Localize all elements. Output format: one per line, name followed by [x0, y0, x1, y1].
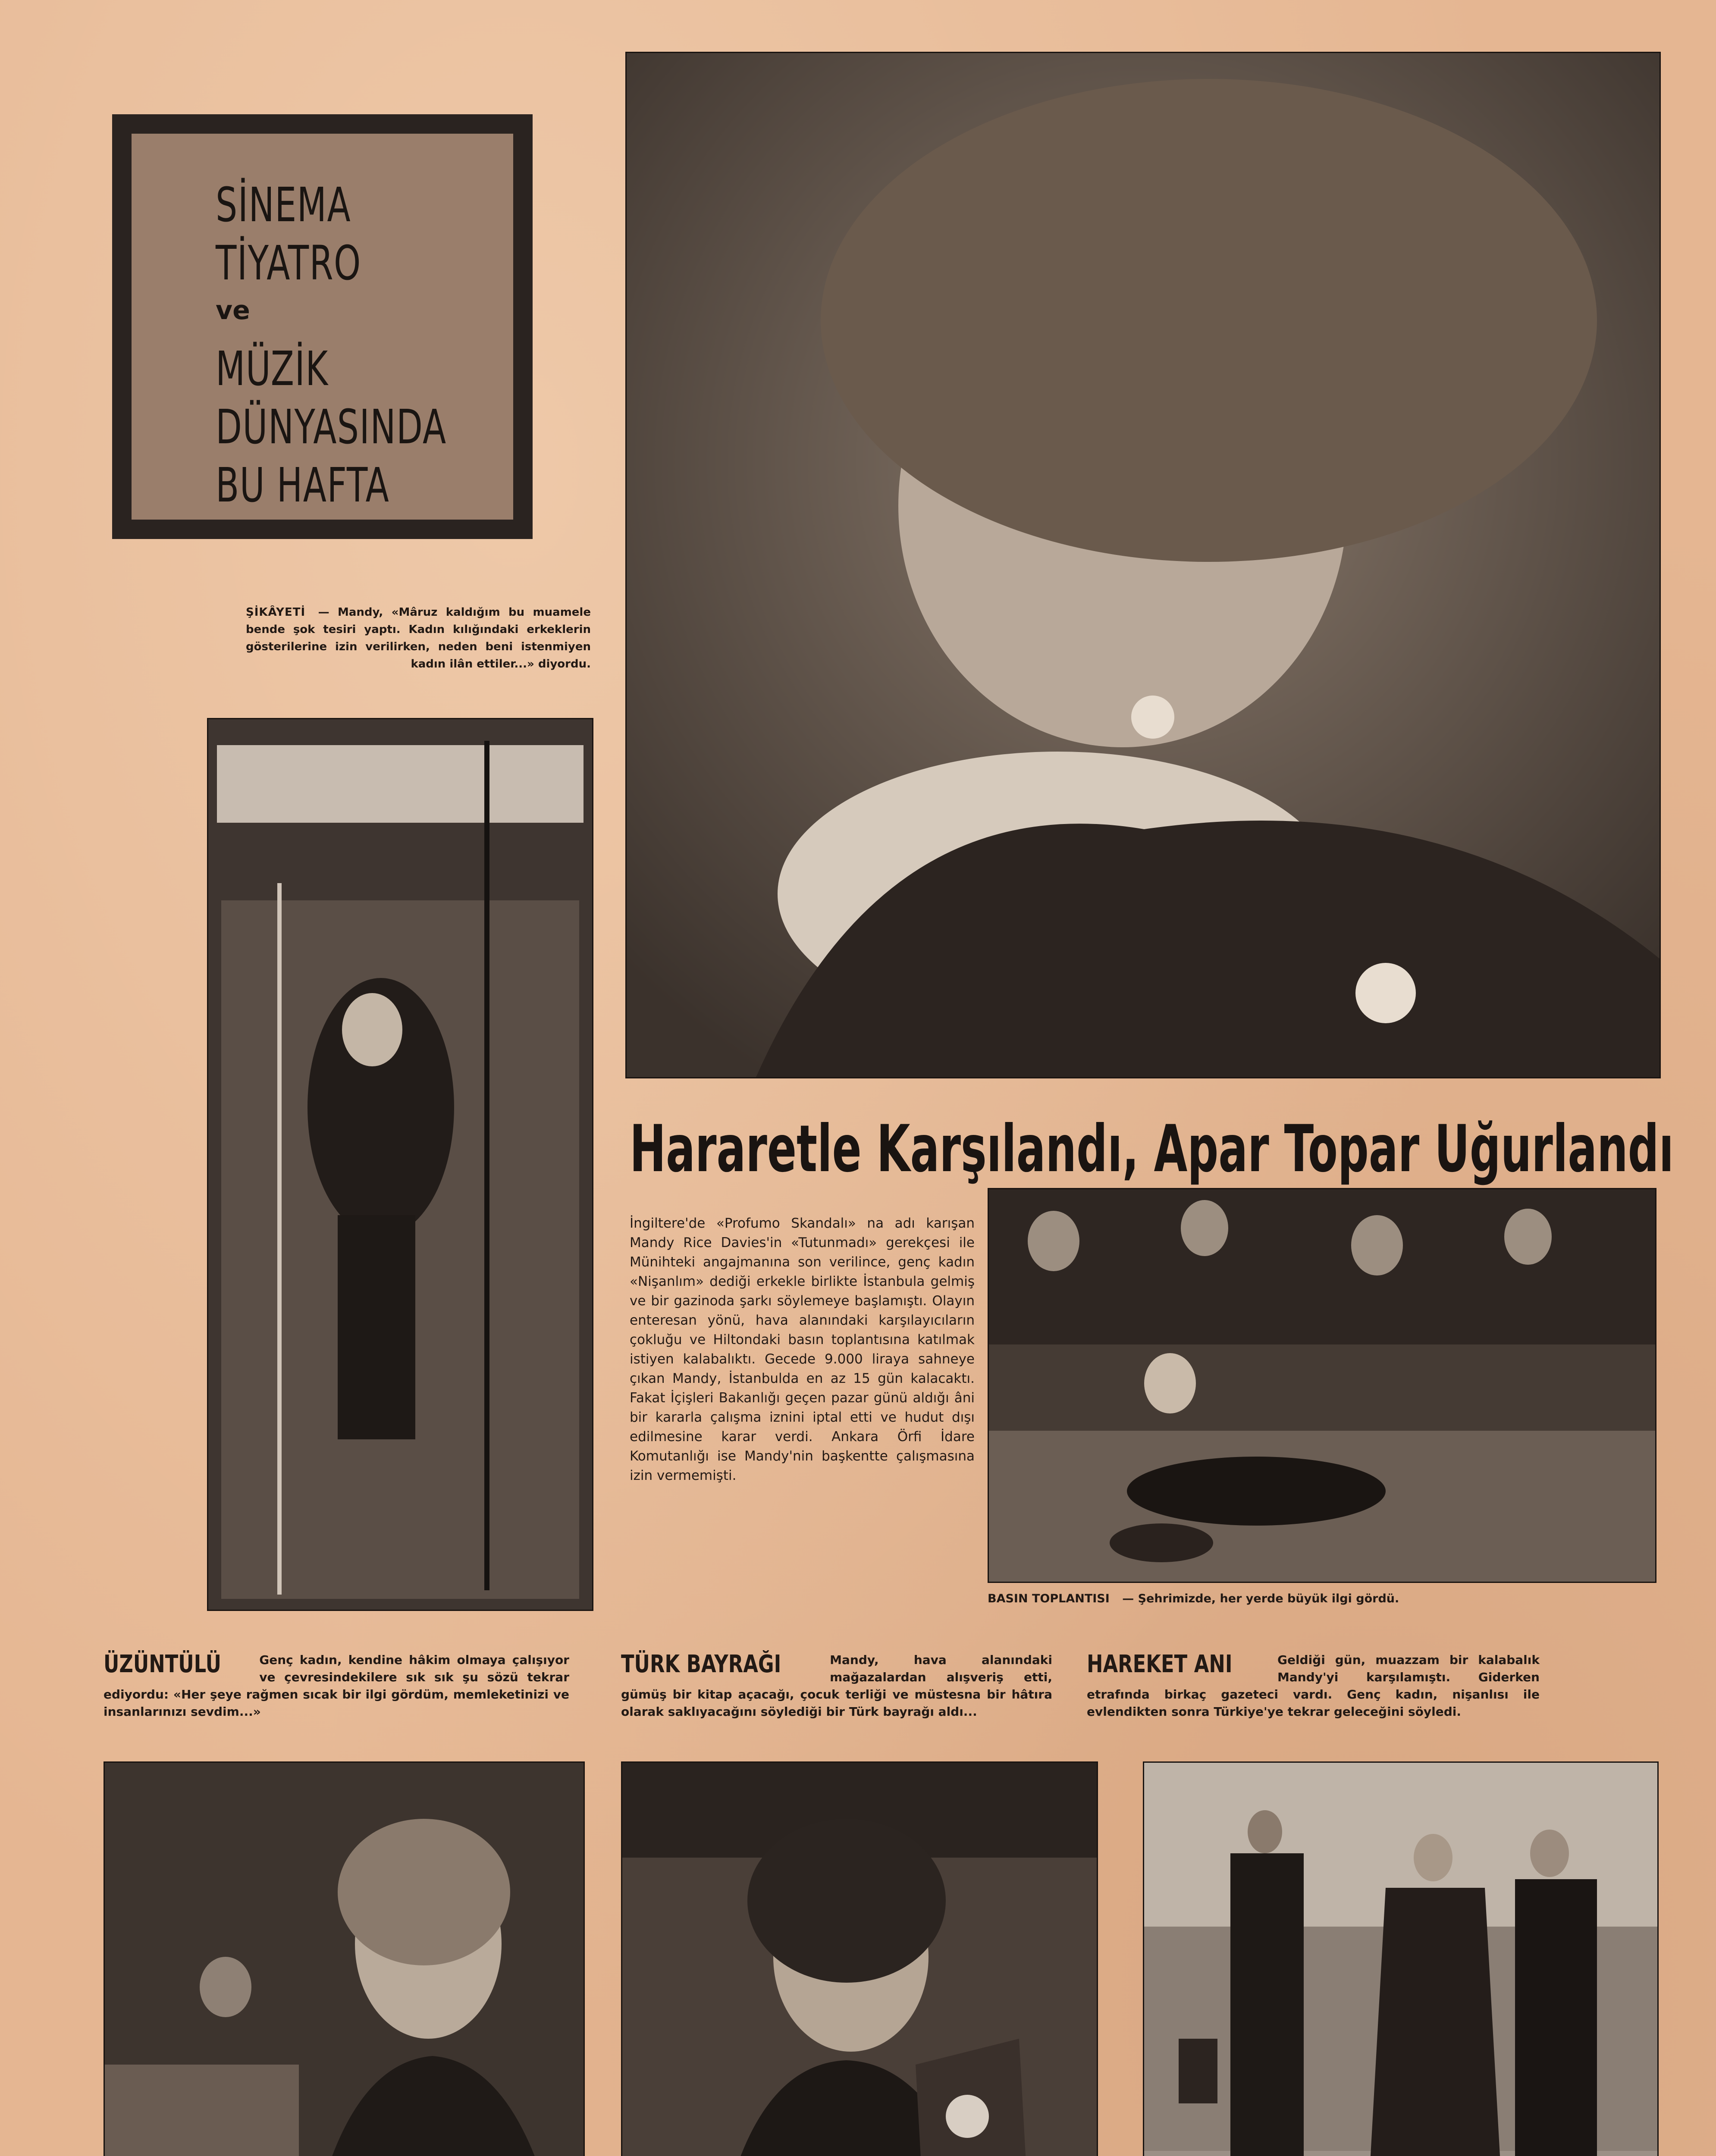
caption-lead: ŞİKÂYETİ	[246, 606, 306, 619]
article-body: İngiltere'de «Profumo Skandalı» na adı karışan Mandy Rice Davies'in «Tutunmadı» gerekçesi ile Münihteki angajmanına son verilince, genç kadın «Nişanlım» dediği erkekle birlikte İstanbula gelmiş ve bir gazinoda şarkı söylemeye başlamıştı. Olayın enteresan yönü, hava alanındaki karşılayıcıların çokluğu ve Hiltondaki basın toplantısına katılmak istiyen kalabalıktı. Gecede 9.000 liraya sahneye çıkan Mandy, İstanbulda en az 15 gün kalacaktı. Fakat İçişleri Bakanlığı geçen pazar günü aldığı âni bir kararla çalışma iznini iptal etti ve hudut dışı edilmesine karar verdi. Ankara Örfi İdare Komutanlığı ise Mandy'nin başkentte çalışmasına izin vermemişti.	[630, 1216, 975, 1483]
title-line-ve: ve	[216, 295, 250, 326]
caption-text: — Mandy, «Mâruz kaldığım bu muamele bende şok tesiri yaptı. Kadın kılığındaki erkeklerin gösterilerine izin verilirken, neden beni istenmiyen kadın ilân ettiler...» diyordu.	[246, 606, 591, 671]
departure-photo	[1143, 1761, 1659, 2156]
sikayeti-caption	[246, 604, 591, 673]
caption-text: — Şehrimizde, her yerde büyük ilgi gördü.	[1122, 1592, 1399, 1605]
press-conference-caption	[988, 1590, 1531, 1608]
upset-woman-photo	[104, 1761, 585, 2156]
turkish-flag-photo	[621, 1761, 1098, 2156]
section-title-panel	[132, 134, 513, 520]
caption-hareket-ani	[1087, 1651, 1540, 1720]
press-conference-photo	[988, 1188, 1656, 1583]
caption-turk-bayragi	[621, 1651, 1052, 1720]
caption-text: Geldiği gün, muazzam bir kalabalık Mandy'yi karşılamıştı. Giderken etrafında birkaç gazeteci vardı. Genç kadın, nişanlısı ile evlendikten sonra Türkiye'ye tekrar geleceğini söyledi.	[1087, 1653, 1540, 1719]
section-title-box	[112, 114, 533, 539]
revolving-door-photo	[207, 718, 593, 1611]
title-line-dunyasinda: DÜNYASINDA	[216, 399, 447, 454]
article-headline: Hararetle Karşılandı, Apar Topar Uğurlandı	[630, 1112, 1674, 1187]
caption-lead: BASIN TOPLANTISI	[988, 1592, 1110, 1605]
caption-lead: TÜRK BAYRAĞI	[621, 1650, 781, 1678]
caption-text: Mandy, hava alanındaki mağazalardan alışveriş etti, gümüş bir kitap açacağı, çocuk terliği ve müstesna bir hâtıra olarak saklıyacağını söylediği bir Türk bayrağı aldı...	[621, 1653, 1052, 1719]
caption-uzuntulu	[104, 1651, 569, 1720]
portrait-photo	[625, 52, 1661, 1078]
caption-text: Genç kadın, kendine hâkim olmaya çalışıyor ve çevresindekilere sık sık şu sözü tekrar ediyordu: «Her şeye rağmen sıcak bir ilgi gördüm, memleketinizi ve insanlarınızı sevdim...»	[104, 1653, 569, 1719]
title-line-sinema: SİNEMA	[216, 177, 351, 232]
caption-lead: ÜZÜNTÜLÜ	[104, 1650, 221, 1678]
title-line-muzik: MÜZİK	[216, 341, 329, 396]
title-line-bu-hafta: BU HAFTA	[216, 458, 390, 513]
title-line-tiyatro: TİYATRO	[216, 235, 361, 291]
caption-lead: HAREKET ANI	[1087, 1650, 1233, 1678]
